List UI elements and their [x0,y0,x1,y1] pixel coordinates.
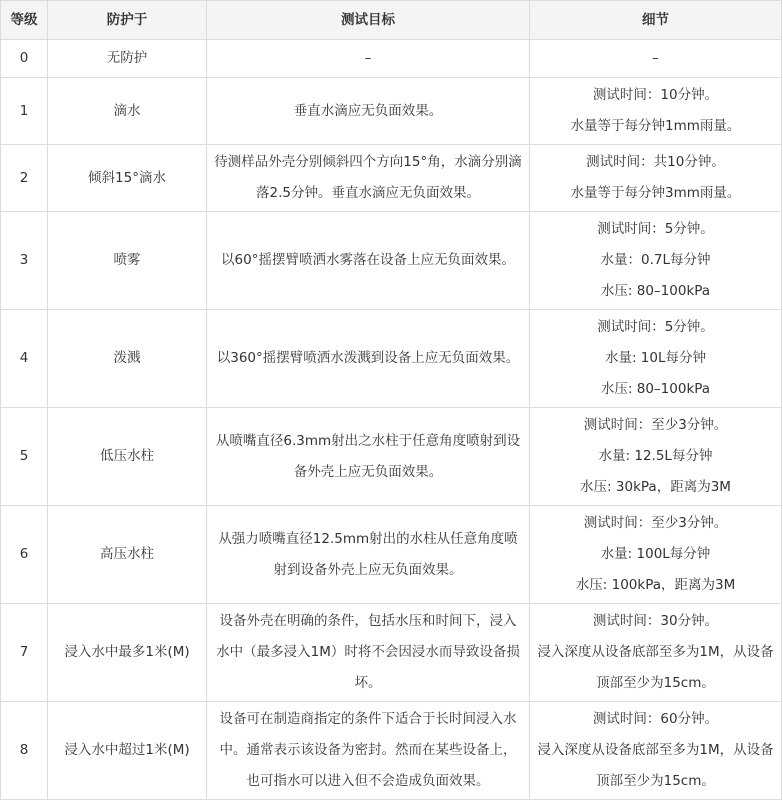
cell-details [530,212,782,310]
cell-details [530,310,782,408]
detail-line: – [652,50,659,66]
cell-test-target: 设备可在制造商指定的条件下适合于长时间浸入水中。通常表示该设备为密封。然而在某些设备上，也可指水可以进入但不会造成负面效果。 [207,702,530,800]
cell-test-target: 垂直水滴应无负面效果。 [207,78,530,145]
cell-details [530,78,782,145]
cell-details [530,604,782,702]
cell-level: 3 [1,212,48,310]
cell-level: 5 [1,408,48,506]
detail-line: 测试时间：共10分钟。 [586,154,725,170]
detail-line: 测试时间：30分钟。 [592,613,719,629]
table-row [1,604,782,702]
header-test-target: 测试目标 [207,1,530,40]
cell-test-target: 待测样品外壳分别倾斜四个方向15°角，水滴分别滴落2.5分钟。垂直水滴应无负面效果。 [207,145,530,212]
detail-line: 测试时间：10分钟。 [592,87,719,103]
cell-test-target: 以60°摇摆臂喷洒水雾落在设备上应无负面效果。 [207,212,530,310]
detail-line: 测试时间：5分钟。 [597,319,714,335]
cell-details [530,702,782,800]
detail-line: 测试时间：5分钟。 [597,221,714,237]
cell-test-target: 设备外壳在明确的条件，包括水压和时间下，浸入水中（最多浸入1M）时将不会因浸水而导致设备损坏。 [207,604,530,702]
cell-protection: 浸入水中超过1米(M) [48,702,207,800]
cell-level: 8 [1,702,48,800]
detail-line: 测试时间：60分钟。 [592,711,719,727]
detail-line: 水量: 12.5L每分钟 [598,448,713,464]
detail-line: 水量: 100L每分钟 [600,546,711,562]
detail-line: 浸入深度从设备底部至多为1M，从设备顶部至少为15cm。 [537,644,774,691]
cell-level: 1 [1,78,48,145]
detail-line: 水量等于每分钟3mm雨量。 [570,185,741,201]
detail-line: 测试时间：至少3分钟。 [583,515,728,531]
table-row [1,145,782,212]
detail-line: 水量: 10L每分钟 [604,350,707,366]
cell-level: 2 [1,145,48,212]
table-row [1,310,782,408]
cell-level: 6 [1,506,48,604]
cell-protection: 倾斜15°滴水 [48,145,207,212]
table-row [1,408,782,506]
header-row [1,1,782,40]
table-row [1,506,782,604]
cell-details [530,408,782,506]
table-row [1,212,782,310]
cell-protection: 高压水柱 [48,506,207,604]
detail-line: 水压: 80–100kPa [600,381,711,397]
table-row [1,702,782,800]
cell-details [530,145,782,212]
cell-test-target: – [207,40,530,78]
cell-details [530,40,782,78]
cell-protection: 泼溅 [48,310,207,408]
header-details: 细节 [530,1,782,40]
cell-details [530,506,782,604]
header-protection: 防护于 [48,1,207,40]
cell-test-target: 以360°摇摆臂喷洒水泼溅到设备上应无负面效果。 [207,310,530,408]
cell-test-target: 从喷嘴直径6.3mm射出之水柱于任意角度喷射到设备外壳上应无负面效果。 [207,408,530,506]
table-row [1,40,782,78]
cell-protection: 喷雾 [48,212,207,310]
detail-line: 水量等于每分钟1mm雨量。 [570,118,741,134]
cell-test-target: 从强力喷嘴直径12.5mm射出的水柱从任意角度喷射到设备外壳上应无负面效果。 [207,506,530,604]
cell-level: 7 [1,604,48,702]
cell-protection: 浸入水中最多1米(M) [48,604,207,702]
cell-level: 0 [1,40,48,78]
detail-line: 水压: 80–100kPa [600,283,711,299]
cell-protection: 无防护 [48,40,207,78]
detail-line: 水压: 30kPa，距离为3M [580,479,731,495]
detail-line: 水压: 100kPa，距离为3M [575,577,736,593]
cell-protection: 低压水柱 [48,408,207,506]
header-level: 等级 [1,1,48,40]
detail-line: 浸入深度从设备底部至多为1M，从设备顶部至少为15cm。 [537,742,774,789]
table-row [1,78,782,145]
detail-line: 水量：0.7L每分钟 [600,252,711,268]
cell-protection: 滴水 [48,78,207,145]
cell-level: 4 [1,310,48,408]
detail-line: 测试时间：至少3分钟。 [583,417,728,433]
